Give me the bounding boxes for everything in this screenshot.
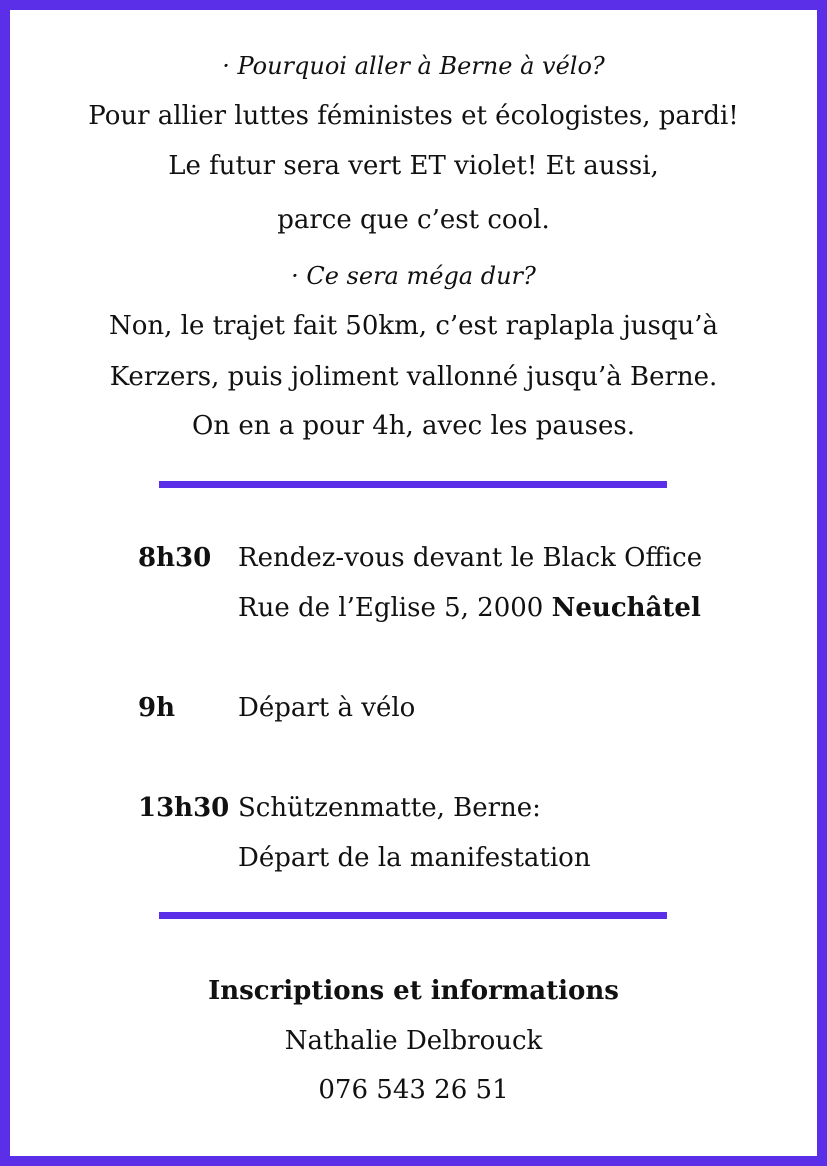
schedule-time-2: 9h [138, 693, 175, 723]
answer-2-line-1: Non, le trajet fait 50km, c’est raplapla jusqu’à [108, 311, 719, 341]
address-street: Rue de l’Eglise 5, 2000 [238, 593, 552, 623]
schedule-time-1: 8h30 [138, 543, 212, 573]
question-2: · Ce sera méga dur? [291, 262, 536, 290]
divider-top [159, 481, 667, 488]
answer-1-line-1: Pour allier luttes féministes et écologistes, pardi! [88, 101, 739, 131]
schedule-desc-1-line-1: Rendez-vous devant le Black Office [238, 543, 703, 573]
answer-2-line-3: On en a pour 4h, avec les pauses. [192, 411, 635, 441]
schedule-desc-2-line-1: Départ à vélo [238, 693, 416, 723]
divider-bottom [159, 912, 667, 919]
schedule-desc-1-line-2 [238, 593, 701, 623]
schedule-desc-3-line-2: Départ de la manifestation [238, 843, 591, 873]
contact-heading: Inscriptions et informations [208, 976, 619, 1006]
schedule-desc-3-line-1: Schützenmatte, Berne: [238, 793, 541, 823]
answer-2-line-2: Kerzers, puis joliment vallonné jusqu’à Berne. [109, 362, 718, 392]
address-city: Neuchâtel [551, 593, 701, 623]
question-1: · Pourquoi aller à Berne à vélo? [222, 52, 605, 80]
schedule-time-3: 13h30 [138, 793, 230, 823]
contact-name: Nathalie Delbrouck [284, 1026, 543, 1056]
contact-phone: 076 543 26 51 [318, 1075, 509, 1105]
answer-1-line-2: Le futur sera vert ET violet! Et aussi, [168, 151, 659, 181]
answer-1-line-3: parce que c’est cool. [277, 205, 550, 235]
